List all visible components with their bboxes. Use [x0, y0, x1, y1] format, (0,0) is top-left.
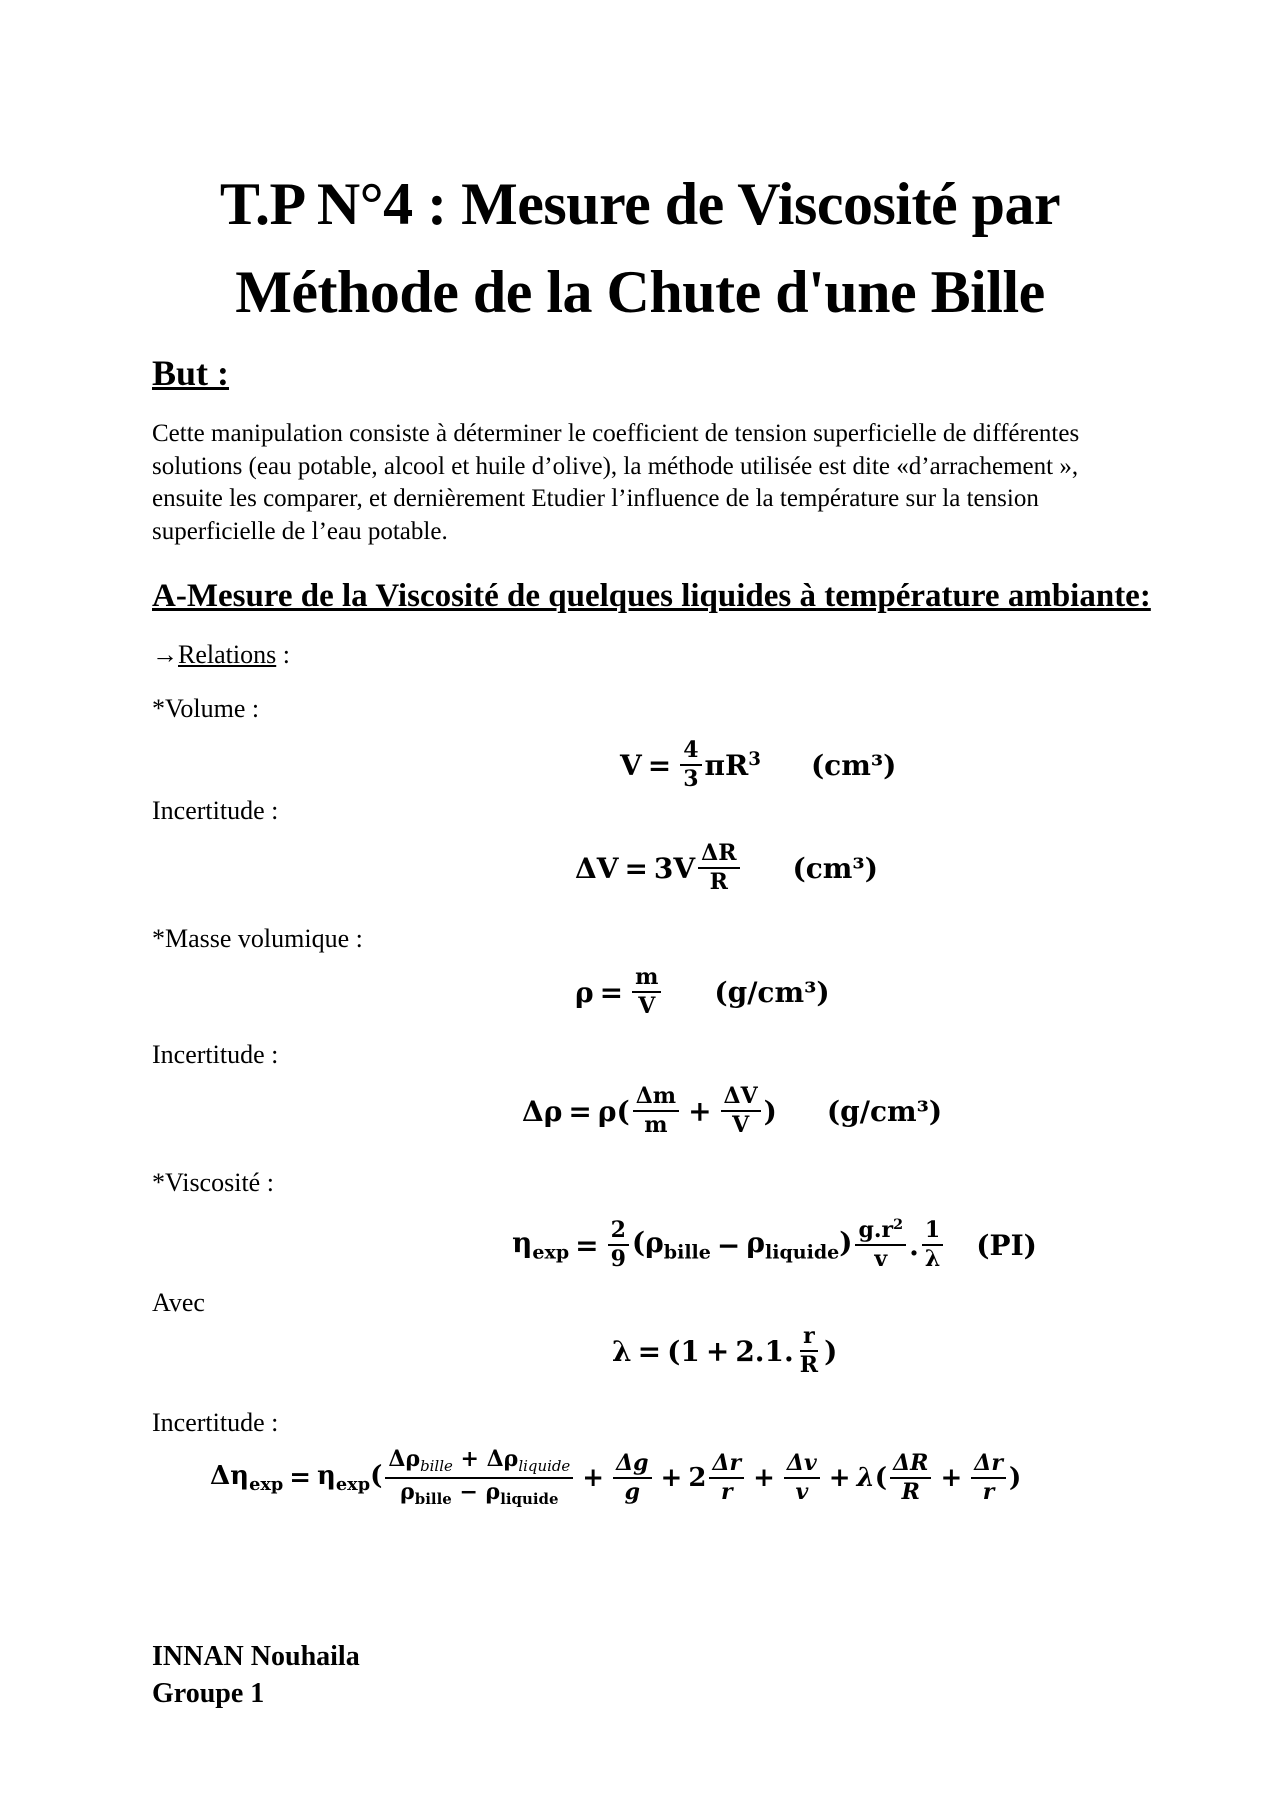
- arrow-icon: →: [152, 640, 178, 669]
- author-signature: [152, 1638, 360, 1712]
- unit-gcm3: (g/cm³): [714, 975, 830, 1009]
- title-line-2: Méthode de la Chute d'une Bille: [235, 259, 1045, 325]
- equation-delta-density: Δρ = ρ( $\frac{\Delta m}{m}$ + $\frac{\Delta V}{V}$ ) (g/cm³): [522, 1082, 943, 1138]
- but-heading: But :: [152, 353, 230, 393]
- equation-volume: V = $\frac{4}{3}$ $\pi R^3$ (cm³): [620, 736, 897, 792]
- avec-label: Avec: [152, 1288, 205, 1317]
- relations-suffix: :: [276, 640, 290, 669]
- relations-label: Relations: [178, 640, 277, 669]
- section-a-heading: A-Mesure de la Viscosité de quelques liquides à température ambiante:: [152, 578, 1151, 614]
- unit-cm3-2: (cm³): [792, 851, 878, 885]
- equation-lambda: λ = (1 + 2.1. $\frac{r}{R}$ ): [612, 1322, 838, 1378]
- unit-gcm3-2: (g/cm³): [826, 1094, 943, 1128]
- relations-line: [152, 640, 290, 670]
- but-paragraph: Cette manipulation consiste à déterminer le coefficient de tension superficielle de différentes solutions (eau potable, alcool et huile d’olive), la méthode utilisée est dite «d’arrachement », ensuite les comparer, et dernièrement Etudier l’influence de la température sur la tension superficielle de l’eau potable.: [152, 420, 1080, 545]
- equation-delta-volume: ΔV = 3V $\frac{\Delta R}{R}$ (cm³): [575, 839, 878, 895]
- incertitude-volume-label: Incertitude :: [152, 796, 279, 825]
- title-line-1: T.P N°4 : Mesure de Viscosité par: [219, 171, 1061, 237]
- equation-viscosity: $\eta_{exp}$ = $\frac{2}{9}$ ($\rho_{bille}$ − $\rho_{liquide}$) $\frac{g.r^2}{v}$ . $\frac{1}{\lambda}$ (PI): [512, 1216, 1037, 1273]
- volume-label: *Volume :: [152, 694, 260, 723]
- incertitude-density-label: Incertitude :: [152, 1040, 279, 1069]
- incertitude-viscosity-label: Incertitude :: [152, 1408, 279, 1437]
- unit-pl: (PI): [976, 1228, 1037, 1262]
- author-name: INNAN Nouhaila: [152, 1641, 360, 1672]
- viscosite-label: *Viscosité :: [152, 1168, 274, 1197]
- equation-density: ρ = $\frac{m}{V}$ (g/cm³): [575, 963, 830, 1019]
- masse-volumique-label: *Masse volumique :: [152, 924, 363, 953]
- unit-cm3: (cm³): [810, 748, 897, 782]
- page-title: [0, 160, 1280, 336]
- author-group: Groupe 1: [152, 1678, 265, 1709]
- equation-delta-viscosity: $\Delta\eta_{exp}$ = $\eta_{exp}$( $\frac{\Delta\rho_{bille} + \Delta\rho_{liquide}}{\rho_{bille} - \rho_{liquide}}$ + $\frac{\Delta g}{g}$ + 2 $\frac{\Delta r}{r}$ + $\frac{\Delta v}{v}$ + λ ( $\frac{\Delta R}{R}$ + $\frac{\Delta r}{r}$ ): [210, 1446, 1022, 1509]
